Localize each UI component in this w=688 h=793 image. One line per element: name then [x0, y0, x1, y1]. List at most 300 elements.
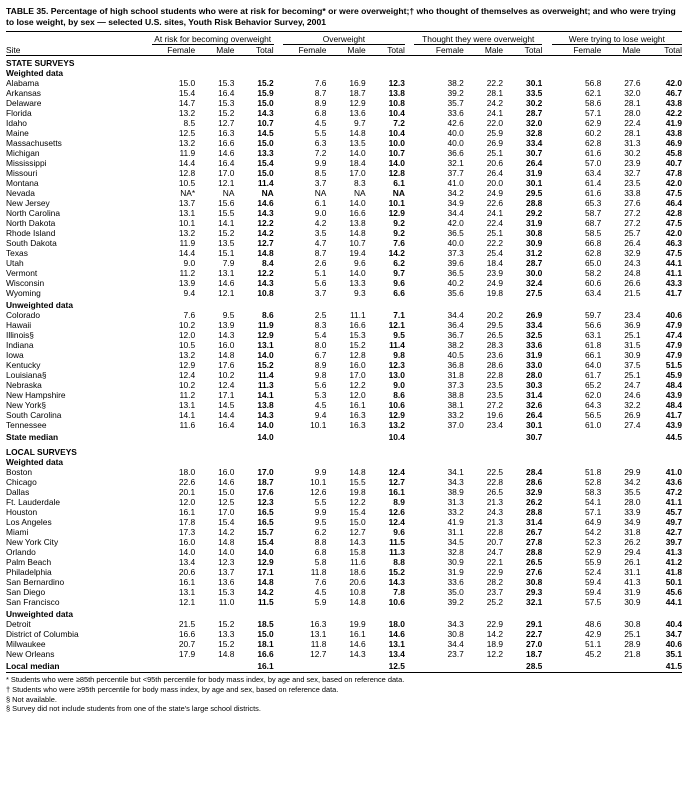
cell-value: 62.1	[584, 88, 602, 98]
cell-value: 11.6	[179, 420, 196, 430]
cell-value: 47.9	[665, 350, 682, 360]
cell-value: 5.4	[314, 330, 327, 340]
cell-value: 18.7	[349, 88, 366, 98]
subsection-header-row	[6, 609, 682, 619]
cell-value: 66.8	[584, 238, 602, 248]
cell-value: 6.8	[314, 547, 327, 557]
cell-value: 47.8	[665, 168, 682, 178]
cell-value: 32.1	[447, 158, 464, 168]
table-row	[6, 400, 682, 410]
row-site-label: Illinois§	[6, 330, 34, 340]
gap	[274, 547, 283, 557]
median-cell-value	[326, 432, 365, 442]
section-header-row	[6, 447, 682, 457]
cell-value: NA	[354, 188, 366, 198]
cell-value: 13.1	[178, 208, 196, 218]
row-site-label: Iowa	[6, 350, 24, 360]
gap	[542, 527, 551, 537]
cell-value: 12.3	[388, 78, 405, 88]
cell-value: 50.1	[665, 577, 682, 587]
cell-value: 31.1	[447, 527, 464, 537]
cell-value: 14.0	[257, 547, 274, 557]
gap	[542, 258, 551, 268]
cell-value: 15.5	[218, 208, 235, 218]
cell-value: 8.9	[314, 98, 327, 108]
cell-value: 29.3	[526, 587, 543, 597]
cell-value: 16.6	[349, 208, 366, 218]
cell-value: 18.0	[388, 619, 405, 629]
gap	[405, 420, 414, 430]
gap	[274, 138, 283, 148]
col-trying-total: Total	[664, 45, 682, 55]
gap	[274, 320, 283, 330]
cell-value: 15.1	[218, 248, 235, 258]
cell-value: 26.2	[624, 537, 641, 547]
gap	[542, 178, 551, 188]
cell-value: 43.8	[665, 128, 682, 138]
median-cell-value: 30.7	[526, 432, 543, 442]
table-row	[6, 639, 682, 649]
row-site-label: Chicago	[6, 477, 37, 487]
cell-value: 7.6	[183, 310, 196, 320]
cell-value: 44.1	[665, 597, 682, 607]
gap	[542, 477, 551, 487]
median-cell-value	[195, 661, 234, 671]
cell-value: 45.6	[665, 587, 682, 597]
cell-value: 32.0	[624, 88, 641, 98]
cell-value: 22.8	[486, 527, 504, 537]
gap	[405, 537, 414, 547]
cell-value: 12.6	[310, 487, 327, 497]
row-site-label: Orlando	[6, 547, 36, 557]
cell-value: 30.8	[624, 619, 641, 629]
cell-value: 13.9	[218, 320, 235, 330]
gap	[542, 639, 551, 649]
gap	[405, 639, 414, 649]
gap	[542, 547, 551, 557]
cell-value: 14.0	[257, 420, 274, 430]
cell-value: 30.2	[624, 148, 641, 158]
cell-value: 21.5	[624, 288, 641, 298]
cell-value: 28.7	[526, 258, 543, 268]
cell-value: 18.4	[486, 258, 504, 268]
table-row	[6, 517, 682, 527]
table-row	[6, 88, 682, 98]
row-site-label: Colorado	[6, 310, 40, 320]
cell-value: NA	[392, 188, 405, 198]
gap	[142, 278, 151, 288]
cell-value: 12.7	[388, 477, 405, 487]
cell-value: 3.7	[314, 288, 327, 298]
cell-value: 14.8	[218, 537, 235, 547]
cell-value: 14.8	[349, 128, 366, 138]
cell-value: 41.3	[665, 547, 682, 557]
cell-value: 20.1	[178, 487, 196, 497]
cell-value: 23.7	[447, 649, 464, 659]
gap	[274, 330, 283, 340]
cell-value: 12.1	[218, 288, 235, 298]
gap	[405, 88, 414, 98]
cell-value: 10.1	[388, 198, 405, 208]
cell-value: 29.9	[624, 467, 641, 477]
median-label: State median	[6, 432, 59, 442]
row-site-label: San Bernardino	[6, 577, 65, 587]
cell-value: 23.7	[486, 587, 504, 597]
row-site-label: Rhode Island	[6, 228, 56, 238]
gap	[274, 268, 283, 278]
cell-value: 36.6	[447, 148, 464, 158]
cell-value: 24.9	[486, 188, 504, 198]
cell-value: 59.4	[584, 587, 602, 597]
gap	[274, 188, 283, 198]
cell-value: 23.5	[486, 380, 504, 390]
cell-value: 41.7	[665, 410, 682, 420]
cell-value: 22.4	[624, 118, 641, 128]
row-site-label: New York§	[6, 400, 47, 410]
cell-value: 8.6	[393, 390, 405, 400]
cell-value: 13.5	[218, 238, 235, 248]
cell-value: 47.5	[665, 188, 682, 198]
cell-value: 42.0	[447, 218, 464, 228]
cell-value: 17.0	[349, 370, 366, 380]
gap	[274, 258, 283, 268]
cell-value: 29.5	[486, 320, 504, 330]
cell-value: 39.2	[447, 597, 464, 607]
cell-value: 9.2	[393, 218, 405, 228]
cell-value: 43.6	[665, 477, 682, 487]
table-row	[6, 587, 682, 597]
gap	[542, 497, 551, 507]
cell-value: 12.3	[257, 497, 274, 507]
cell-value: 15.4	[257, 537, 274, 547]
table-row	[6, 487, 682, 497]
gap	[274, 78, 283, 88]
table-row	[6, 78, 682, 88]
cell-value: 6.7	[314, 350, 327, 360]
cell-value: 58.5	[584, 228, 602, 238]
cell-value: 21.8	[624, 649, 641, 659]
cell-value: 41.0	[665, 467, 682, 477]
cell-value: 5.9	[314, 597, 327, 607]
cell-value: 56.5	[584, 410, 602, 420]
cell-value: 16.6	[349, 320, 366, 330]
gap	[405, 390, 414, 400]
cell-value: 13.5	[349, 138, 366, 148]
cell-value: 40.2	[447, 278, 464, 288]
gap	[405, 567, 414, 577]
gap	[142, 467, 151, 477]
cell-value: 18.0	[178, 467, 196, 477]
cell-value: 10.8	[349, 587, 366, 597]
cell-value: 14.6	[349, 639, 366, 649]
cell-value: 33.6	[447, 577, 464, 587]
cell-value: 15.2	[257, 78, 274, 88]
cell-value: 27.2	[624, 218, 641, 228]
gap	[542, 198, 551, 208]
cell-value: 26.4	[624, 238, 641, 248]
cell-value: 11.5	[257, 597, 274, 607]
gap	[405, 258, 414, 268]
cell-value: 46.3	[665, 238, 682, 248]
cell-value: 12.8	[178, 168, 196, 178]
cell-value: 27.4	[624, 420, 641, 430]
cell-value: 16.0	[218, 467, 235, 477]
gap	[405, 330, 414, 340]
cell-value: 5.6	[314, 380, 327, 390]
cell-value: 43.9	[665, 390, 682, 400]
row-site-label: Nevada	[6, 188, 35, 198]
cell-value: 45.8	[665, 148, 682, 158]
footnote: * Students who were ≥85th percentile but <95th percentile for body mass index, by age and sex, based on reference data.	[6, 675, 405, 684]
gap	[142, 218, 151, 228]
cell-value: 7.2	[393, 118, 405, 128]
cell-value: 16.1	[178, 577, 196, 587]
cell-value: 7.9	[222, 258, 235, 268]
cell-value: 14.8	[218, 350, 235, 360]
cell-value: 11.1	[349, 310, 366, 320]
cell-value: 12.2	[349, 497, 366, 507]
cell-value: 10.4	[388, 108, 405, 118]
cell-value: 66.1	[584, 350, 602, 360]
table-row	[6, 158, 682, 168]
gap	[405, 98, 414, 108]
cell-value: 9.4	[183, 288, 196, 298]
gap	[274, 198, 283, 208]
gap	[274, 597, 283, 607]
median-label: Local median	[6, 661, 60, 671]
cell-value: 15.0	[257, 629, 274, 639]
col-overweight-total: Total	[387, 45, 405, 55]
gap	[542, 278, 551, 288]
cell-value: 28.1	[624, 98, 641, 108]
cell-value: 15.6	[218, 198, 235, 208]
cell-value: 28.0	[624, 497, 641, 507]
cell-value: 18.5	[257, 619, 274, 629]
cell-value: 2.5	[314, 310, 327, 320]
gap	[274, 45, 283, 56]
cell-value: 8.6	[262, 310, 274, 320]
subsection-header-label: Unweighted data	[6, 609, 74, 619]
gap	[274, 380, 283, 390]
group-header-thought: Thought they were overweight	[414, 34, 542, 45]
cell-value: 42.0	[665, 78, 682, 88]
gap	[542, 208, 551, 218]
cell-value: 60.2	[584, 128, 602, 138]
cell-value: 9.6	[393, 527, 405, 537]
cell-value: 15.2	[257, 360, 274, 370]
cell-value: 15.5	[349, 477, 366, 487]
cell-value: 29.5	[526, 188, 543, 198]
cell-value: 9.6	[393, 278, 405, 288]
gap	[142, 639, 151, 649]
cell-value: 14.3	[218, 330, 235, 340]
cell-value: 20.7	[486, 537, 504, 547]
cell-value: 16.1	[349, 400, 366, 410]
gap	[405, 78, 414, 88]
cell-value: 35.5	[624, 487, 641, 497]
cell-value: 12.5	[178, 128, 196, 138]
cell-value: 14.1	[178, 410, 196, 420]
cell-value: 28.0	[526, 370, 543, 380]
gap	[274, 390, 283, 400]
cell-value: 54.2	[584, 527, 602, 537]
cell-value: 19.4	[349, 248, 366, 258]
cell-value: NA	[314, 188, 327, 198]
cell-value: 14.2	[257, 228, 274, 238]
cell-value: 4.5	[314, 118, 327, 128]
row-site-label: Maine	[6, 128, 29, 138]
cell-value: 17.6	[257, 487, 274, 497]
cell-value: 23.4	[624, 310, 641, 320]
median-cell-value: 28.5	[526, 661, 543, 671]
cell-value: 4.5	[314, 400, 327, 410]
cell-value: 20.2	[486, 310, 504, 320]
table-row	[6, 420, 682, 430]
gap	[274, 340, 283, 350]
cell-value: 8.7	[314, 88, 327, 98]
gap	[274, 400, 283, 410]
cell-value: 22.0	[486, 118, 504, 128]
gap	[405, 158, 414, 168]
cell-value: 28.2	[486, 577, 504, 587]
cell-value: 12.7	[257, 238, 274, 248]
cell-value: 5.5	[314, 497, 327, 507]
cell-value: 19.8	[486, 288, 504, 298]
cell-value: 32.9	[624, 248, 641, 258]
cell-value: 16.0	[218, 340, 235, 350]
gap	[274, 507, 283, 517]
cell-value: 34.9	[624, 517, 641, 527]
cell-value: 35.0	[447, 587, 464, 597]
gap	[142, 268, 151, 278]
table-row	[6, 248, 682, 258]
table-row	[6, 198, 682, 208]
col-atrisk-total: Total	[255, 45, 274, 55]
cell-value: 28.8	[526, 507, 543, 517]
gap	[542, 410, 551, 420]
group-header-atrisk: At risk for becoming overweight	[152, 34, 274, 45]
row-site-label: Utah	[6, 258, 24, 268]
median-cell-value	[326, 661, 365, 671]
col-site: Site	[6, 45, 21, 55]
cell-value: 8.9	[314, 360, 327, 370]
gap	[542, 340, 551, 350]
median-cell-value	[464, 432, 503, 442]
gap	[405, 629, 414, 639]
row-site-label: Palm Beach	[6, 557, 52, 567]
cell-value: 31.8	[447, 370, 464, 380]
cell-value: 17.8	[178, 517, 196, 527]
gap	[274, 98, 283, 108]
cell-value: 12.1	[388, 320, 405, 330]
cell-value: 20.6	[349, 577, 366, 587]
cell-value: 42.6	[447, 118, 464, 128]
cell-value: 7.8	[393, 587, 405, 597]
cell-value: 11.3	[257, 380, 274, 390]
cell-value: 31.8	[624, 527, 641, 537]
cell-value: NA	[222, 188, 235, 198]
gap	[274, 467, 283, 477]
cell-value: 8.3	[353, 178, 366, 188]
cell-value: 26.1	[624, 557, 641, 567]
cell-value: 23.9	[624, 158, 641, 168]
cell-value: 10.5	[178, 340, 196, 350]
cell-value: 31.3	[624, 138, 641, 148]
cell-value: 60.6	[584, 278, 602, 288]
gap	[142, 248, 151, 258]
cell-value: 29.4	[624, 547, 641, 557]
cell-value: 14.3	[257, 278, 274, 288]
cell-value: 58.6	[584, 98, 602, 108]
cell-value: 32.5	[526, 330, 543, 340]
cell-value: 63.4	[584, 168, 602, 178]
gap	[405, 360, 414, 370]
cell-value: 15.3	[218, 98, 235, 108]
cell-value: 63.4	[584, 288, 602, 298]
gap	[542, 238, 551, 248]
gap	[142, 158, 151, 168]
cell-value: 13.1	[310, 629, 327, 639]
median-cell-value	[283, 661, 326, 671]
cell-value: 10.0	[388, 138, 405, 148]
gap	[274, 557, 283, 567]
cell-value: 41.9	[665, 118, 682, 128]
cell-value: 14.8	[257, 577, 274, 587]
cell-value: 14.1	[257, 390, 274, 400]
cell-value: 47.2	[665, 487, 682, 497]
median-cell-value	[601, 661, 640, 671]
cell-value: 31.9	[624, 587, 641, 597]
cell-value: 36.4	[447, 320, 464, 330]
cell-value: 9.0	[314, 208, 327, 218]
gap	[405, 178, 414, 188]
cell-value: 9.5	[222, 310, 235, 320]
gap	[542, 380, 551, 390]
cell-value: 18.9	[486, 639, 504, 649]
cell-value: 10.1	[310, 477, 327, 487]
cell-value: 31.9	[526, 168, 543, 178]
gap	[542, 597, 551, 607]
median-cell-value	[152, 661, 195, 671]
row-site-label: Missouri	[6, 168, 38, 178]
row-site-label: Texas	[6, 248, 28, 258]
table-row	[6, 108, 682, 118]
gap	[542, 557, 551, 567]
cell-value: 51.5	[665, 360, 682, 370]
gap	[542, 350, 551, 360]
table-row	[6, 527, 682, 537]
cell-value: 58.7	[584, 208, 602, 218]
row-site-label: Philadelphia	[6, 567, 52, 577]
gap	[405, 198, 414, 208]
cell-value: 49.7	[665, 517, 682, 527]
cell-value: 20.6	[178, 567, 196, 577]
row-site-label: San Francisco	[6, 597, 60, 607]
cell-value: 13.2	[388, 420, 405, 430]
cell-value: 11.8	[310, 567, 327, 577]
cell-value: 47.5	[665, 248, 682, 258]
gap	[274, 350, 283, 360]
cell-value: 52.8	[584, 477, 602, 487]
group-header-row	[6, 34, 682, 45]
gap	[274, 649, 283, 659]
gap	[274, 88, 283, 98]
cell-value: 55.9	[584, 557, 602, 567]
cell-value: 30.3	[526, 380, 543, 390]
cell-value: 11.8	[310, 639, 327, 649]
cell-value: 28.8	[526, 547, 543, 557]
cell-value: 28.6	[526, 477, 543, 487]
